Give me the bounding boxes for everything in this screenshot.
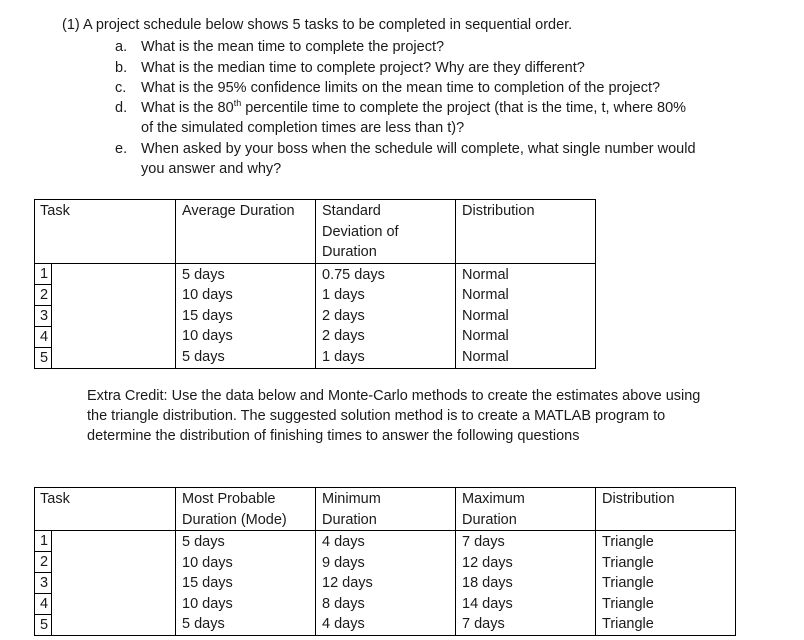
dist-cell: Triangle <box>602 575 654 591</box>
std-cell: 1 days <box>322 287 365 303</box>
extra-credit-paragraph <box>87 386 700 446</box>
table-body-row <box>35 531 736 636</box>
task-number-subtable <box>35 264 52 368</box>
header-line: Maximum <box>462 491 525 507</box>
header-task: Task <box>35 200 176 264</box>
task-number: 2 <box>35 552 52 573</box>
item-text: What is the median time to complete project? Why are they different? <box>141 60 585 76</box>
triangle-schedule-table <box>34 487 736 636</box>
question-title: (1) A project schedule below shows 5 tasks to be completed in sequential order. <box>62 17 573 33</box>
dist-cell: Normal <box>462 307 509 324</box>
dist-cell: Normal <box>462 287 509 303</box>
header-line: Minimum <box>322 491 381 507</box>
header-line: Deviation of <box>322 223 399 240</box>
dist-cell: Triangle <box>602 554 654 571</box>
item-text: What is the mean time to complete the project? <box>141 39 445 55</box>
task-number: 3 <box>35 573 52 594</box>
min-cell: 4 days <box>322 534 365 550</box>
std-deviation-column <box>316 263 456 368</box>
mode-cell: 5 days <box>182 616 225 632</box>
dist-cell: Normal <box>462 328 509 344</box>
min-cell: 8 days <box>322 595 365 612</box>
header-line: Duration <box>322 244 377 260</box>
task-number: 4 <box>35 594 52 615</box>
mode-cell: 15 days <box>182 575 233 591</box>
item-letter: a. <box>115 39 128 55</box>
dist-cell: Normal <box>462 348 509 365</box>
superscript: th <box>233 98 242 109</box>
max-cell: 7 days <box>462 534 505 550</box>
question-item-c <box>115 78 660 98</box>
mode-cell: 10 days <box>182 554 233 571</box>
task-number: 3 <box>35 305 52 326</box>
max-cell: 7 days <box>462 616 505 632</box>
table-header-row <box>35 200 596 264</box>
item-letter: c. <box>115 80 127 96</box>
dist-cell: Triangle <box>602 534 654 550</box>
header-max-duration <box>456 488 596 531</box>
task-number-subtable <box>35 531 52 635</box>
std-cell: 2 days <box>322 328 365 344</box>
header-line: Duration (Mode) <box>182 511 287 528</box>
min-cell: 9 days <box>322 554 365 571</box>
distribution-column <box>596 531 736 636</box>
item-text-line: you answer and why? <box>141 161 282 177</box>
header-line: Standard <box>322 203 381 219</box>
header-task: Task <box>35 488 176 531</box>
avg-cell: 5 days <box>182 266 225 283</box>
task-number: 1 <box>35 531 52 552</box>
extra-credit-line: the triangle distribution. The suggested solution method is to create a MATLAB program to <box>87 408 666 424</box>
task-number: 2 <box>35 284 52 305</box>
item-letter: d. <box>115 100 128 116</box>
header-mode-duration <box>176 488 316 531</box>
item-text-part: What is the 80 <box>141 100 234 116</box>
max-cell: 18 days <box>462 575 513 591</box>
table-body-row <box>35 263 596 368</box>
max-cell: 14 days <box>462 595 513 612</box>
min-duration-column <box>316 531 456 636</box>
dist-cell: Triangle <box>602 595 654 612</box>
header-std-deviation <box>316 200 456 264</box>
table-header-row <box>35 488 736 531</box>
header-min-duration <box>316 488 456 531</box>
std-cell: 2 days <box>322 307 365 324</box>
dist-cell: Normal <box>462 266 509 283</box>
item-text-line: When asked by your boss when the schedule will complete, what single number would <box>141 141 696 157</box>
item-text-part: percentile time to complete the project (that is the time, t, where 80% <box>241 100 687 116</box>
item-text <box>141 98 686 138</box>
dist-cell: Triangle <box>602 616 654 632</box>
item-letter: b. <box>115 60 128 76</box>
task-number: 5 <box>35 347 52 368</box>
question-item-e <box>115 139 696 179</box>
mode-cell: 5 days <box>182 534 225 550</box>
min-cell: 12 days <box>322 575 373 591</box>
item-text <box>141 139 696 179</box>
max-cell: 12 days <box>462 554 513 571</box>
average-duration-column <box>176 263 316 368</box>
extra-credit-line: Extra Credit: Use the data below and Monte-Carlo methods to create the estimates above using <box>87 388 701 404</box>
normal-schedule-table <box>34 199 596 369</box>
header-line: Duration <box>462 511 517 528</box>
std-cell: 1 days <box>322 348 365 365</box>
avg-cell: 15 days <box>182 307 233 324</box>
avg-cell: 10 days <box>182 287 233 303</box>
mode-duration-column <box>176 531 316 636</box>
item-text-part: of the simulated completion times are less than t)? <box>141 120 465 136</box>
task-number: 1 <box>35 264 52 285</box>
item-letter: e. <box>115 141 128 157</box>
question-item-a <box>115 37 444 57</box>
header-line: Duration <box>322 511 377 528</box>
extra-credit-line: determine the distribution of finishing times to answer the following questions <box>87 428 580 444</box>
avg-cell: 5 days <box>182 348 225 365</box>
question-item-b <box>115 58 585 78</box>
header-distribution: Distribution <box>596 488 736 531</box>
task-number: 5 <box>35 615 52 636</box>
distribution-column <box>456 263 596 368</box>
question-item-d <box>115 98 686 138</box>
mode-cell: 10 days <box>182 595 233 612</box>
item-text: What is the 95% confidence limits on the mean time to completion of the project? <box>141 80 661 96</box>
std-cell: 0.75 days <box>322 266 385 283</box>
header-distribution: Distribution <box>456 200 596 264</box>
avg-cell: 10 days <box>182 328 233 344</box>
max-duration-column <box>456 531 596 636</box>
header-average-duration: Average Duration <box>176 200 316 264</box>
task-number: 4 <box>35 326 52 347</box>
min-cell: 4 days <box>322 616 365 632</box>
task-column <box>35 263 176 368</box>
task-column <box>35 531 176 636</box>
header-line: Most Probable <box>182 491 276 507</box>
